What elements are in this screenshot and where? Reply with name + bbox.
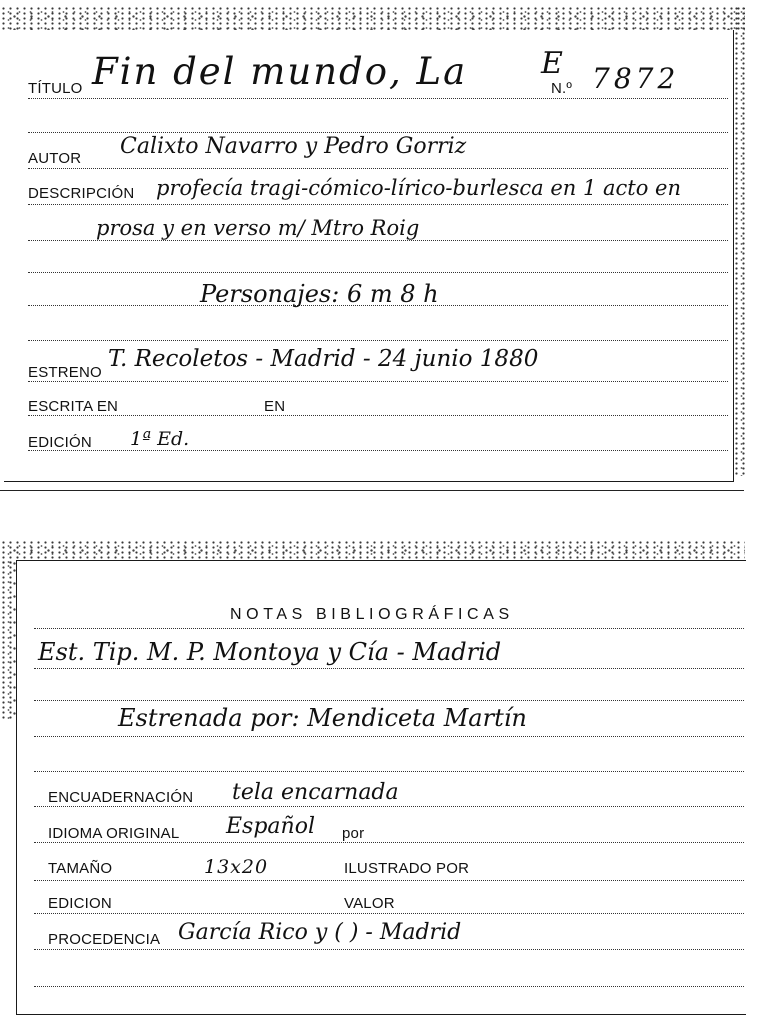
descripcion-label: DESCRIPCIÓN xyxy=(28,185,135,202)
rule-line xyxy=(28,450,728,451)
rule-line xyxy=(34,986,744,987)
procedencia-label: PROCEDENCIA xyxy=(48,931,161,948)
descripcion-line-2: prosa y en verso m/ Mtro Roig xyxy=(96,216,420,240)
tamano-value: 13x20 xyxy=(204,856,269,878)
rule-line xyxy=(34,700,744,701)
numero-label: N.º xyxy=(551,80,573,97)
titulo-label: TÍTULO xyxy=(28,80,83,97)
personajes-note: Personajes: 6 m 8 h xyxy=(200,280,439,308)
rule-line xyxy=(34,736,744,737)
rule-line xyxy=(28,240,728,241)
autor-value: Calixto Navarro y Pedro Gorriz xyxy=(120,134,467,159)
rule-line xyxy=(34,668,744,669)
estreno-value: T. Recoletos - Madrid - 24 junio 1880 xyxy=(108,346,539,372)
rule-line xyxy=(34,806,744,807)
rule-line xyxy=(34,949,744,950)
idioma-value: Español xyxy=(226,814,315,839)
edicion-bottom-label: EDICION xyxy=(48,895,112,912)
estreno-label: ESTRENO xyxy=(28,364,102,381)
registro-prefix: E xyxy=(541,46,563,81)
rule-line xyxy=(28,340,728,341)
rule-line xyxy=(34,771,744,772)
autor-label: AUTOR xyxy=(28,150,82,167)
ilustrado-label: ILUSTRADO POR xyxy=(344,860,470,877)
titulo-value: Fin del mundo, La xyxy=(92,50,468,93)
scan-noise-top xyxy=(0,6,745,32)
rule-line xyxy=(34,913,744,914)
note-imprenta: Est. Tip. M. P. Montoya y Cía - Madrid xyxy=(38,638,502,666)
descripcion-line-1: profecía tragi-cómico-lírico-burlesca en 1 acto en xyxy=(156,176,682,200)
scan-noise-bottom-left xyxy=(0,560,16,720)
encuadernacion-label: ENCUADERNACIÓN xyxy=(48,789,194,806)
edicion-label: EDICIÓN xyxy=(28,434,92,451)
rule-line xyxy=(34,880,744,881)
en-label: EN xyxy=(264,398,286,415)
rule-line xyxy=(28,204,728,205)
rule-line xyxy=(34,842,744,843)
notas-heading: NOTAS BIBLIOGRÁFICAS xyxy=(230,606,514,623)
procedencia-value: García Rico y ( ) - Madrid xyxy=(178,920,462,945)
encuadernacion-value: tela encarnada xyxy=(232,780,399,805)
rule-line xyxy=(34,628,744,629)
por-label: por xyxy=(342,825,365,842)
note-estreno: Estrenada por: Mendiceta Martín xyxy=(118,704,527,732)
tamano-label: TAMAÑO xyxy=(48,860,113,877)
card-divider xyxy=(0,490,744,491)
rule-line xyxy=(28,168,728,169)
rule-line xyxy=(28,132,728,133)
rule-line xyxy=(28,98,728,99)
rule-line xyxy=(28,272,728,273)
escrita-en-label: ESCRITA EN xyxy=(28,398,119,415)
scan-noise-top-right xyxy=(733,6,745,476)
rule-line xyxy=(28,381,728,382)
edicion-value: 1ª Ed. xyxy=(130,428,190,450)
rule-line xyxy=(28,415,728,416)
idioma-label: IDIOMA ORIGINAL xyxy=(48,825,180,842)
valor-label: VALOR xyxy=(344,895,395,912)
numero-value: 7872 xyxy=(592,62,680,95)
